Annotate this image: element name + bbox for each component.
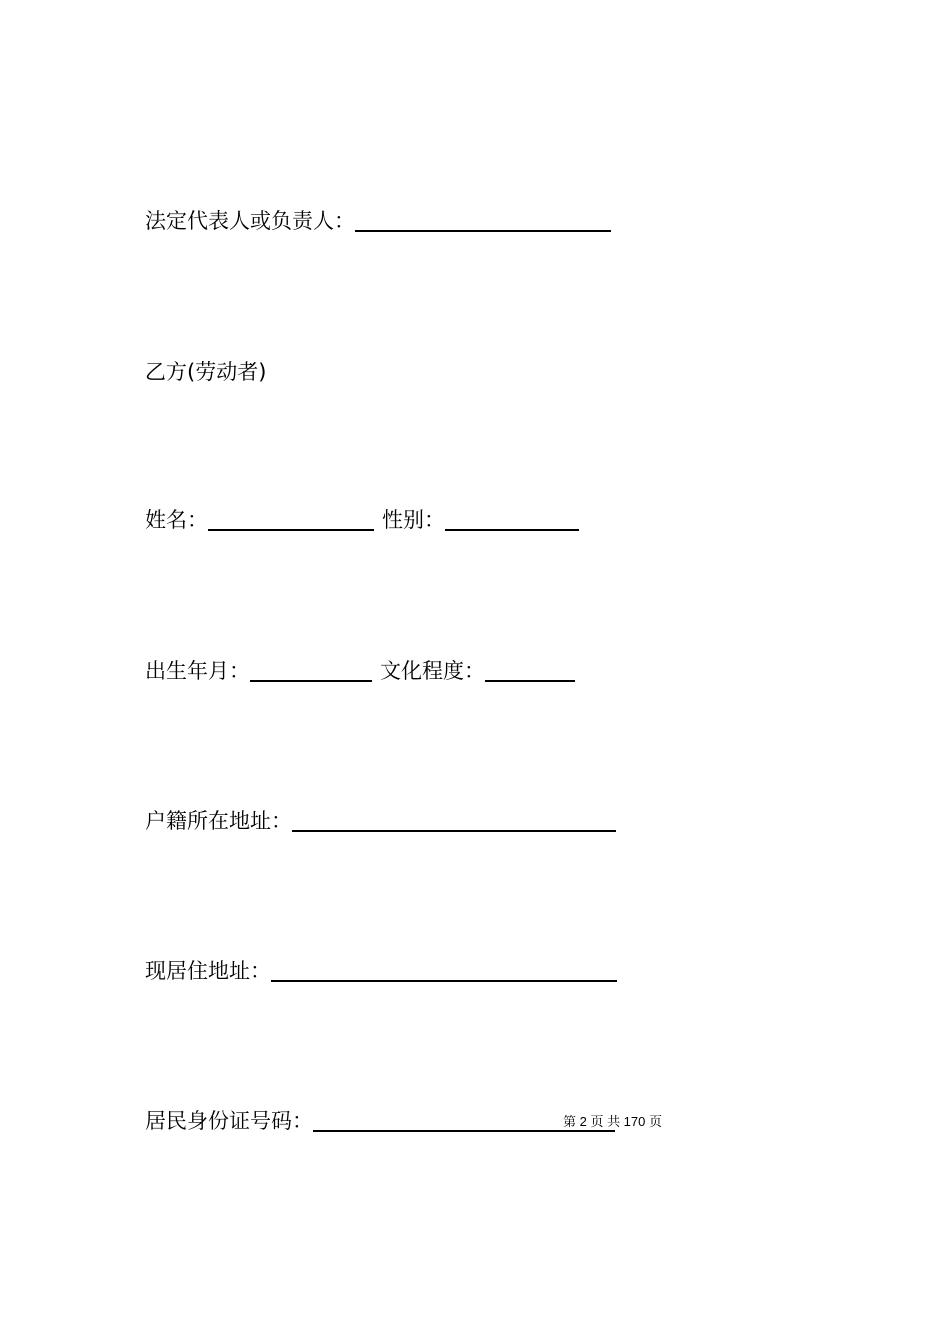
name-blank[interactable] bbox=[208, 507, 374, 531]
id-number-label: 居民身份证号码： bbox=[145, 1109, 313, 1133]
party-b-heading bbox=[145, 355, 266, 385]
current-address-blank[interactable] bbox=[271, 958, 617, 982]
gender-blank[interactable] bbox=[445, 507, 579, 531]
legal-rep-line bbox=[145, 204, 611, 234]
party-b-label: 乙方(劳动者) bbox=[145, 360, 267, 384]
legal-rep-label: 法定代表人或负责人： bbox=[145, 209, 355, 233]
legal-rep-blank[interactable] bbox=[355, 208, 611, 232]
current-address-line bbox=[145, 954, 617, 984]
birth-label: 出生年月： bbox=[145, 659, 250, 683]
education-label: 文化程度： bbox=[380, 659, 485, 683]
current-address-label: 现居住地址： bbox=[145, 959, 271, 983]
birth-education-line bbox=[145, 654, 575, 684]
household-address-line bbox=[145, 804, 616, 834]
household-address-blank[interactable] bbox=[292, 808, 616, 832]
household-address-label: 户籍所在地址： bbox=[145, 809, 292, 833]
gender-label: 性别： bbox=[382, 508, 445, 532]
page-number-footer: 第 2 页 共 170 页 bbox=[563, 1114, 662, 1129]
name-label: 姓名： bbox=[145, 508, 208, 532]
name-gender-line bbox=[145, 503, 579, 533]
birth-blank[interactable] bbox=[250, 658, 372, 682]
id-number-line bbox=[145, 1104, 615, 1134]
education-blank[interactable] bbox=[485, 658, 575, 682]
